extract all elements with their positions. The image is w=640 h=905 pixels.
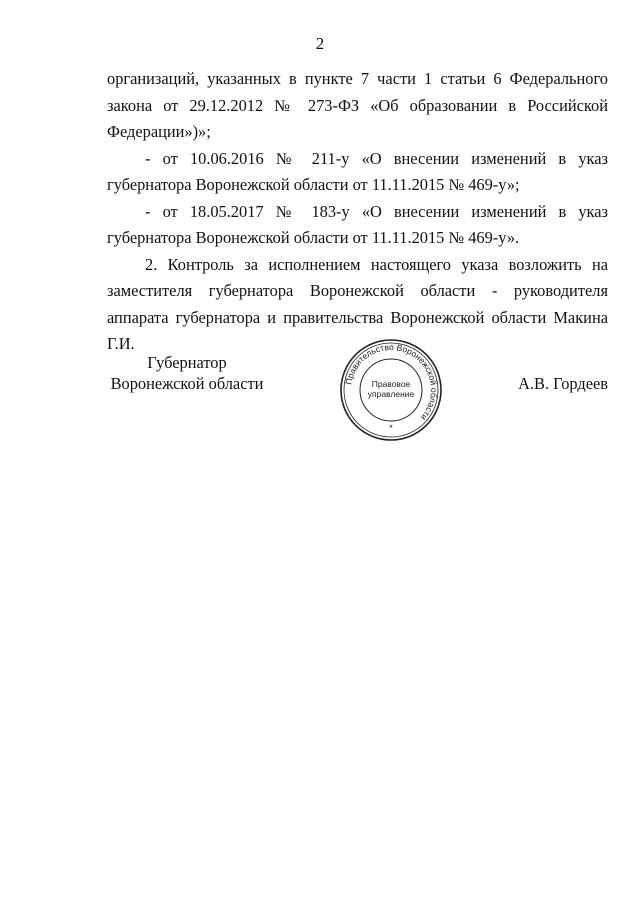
page-number: 2 — [315, 34, 325, 53]
stamp-center-line1: Правовое — [371, 379, 411, 389]
signatory-title-line2: Воронежской области — [110, 374, 264, 393]
signatory-name: А.В. Гордеев — [518, 374, 608, 393]
paragraph-continuation: организаций, указанных в пункте 7 части 1 статьи 6 Федерального закона от 29.12.2012 № 273-ФЗ «Об образовании в Российской Федерации»)»; — [107, 69, 608, 141]
signatory-title — [107, 352, 267, 394]
official-stamp — [339, 338, 443, 442]
body-text — [107, 66, 608, 358]
stamp-center-line2: управление — [367, 389, 415, 399]
signatory-title-line1: Губернатор — [147, 353, 227, 372]
paragraph-item-2016: - от 10.06.2016 № 211-у «О внесении изменений в указ губернатора Воронежской области от 11.11.2015 № 469-у»; — [107, 148, 608, 194]
paragraph-control-clause: 2. Контроль за исполнением настоящего указа возложить на заместителя губернатора Воронежской области - руководителя аппарата губернатора и правительства Воронежской области Макина Г.И. — [107, 254, 608, 353]
stamp-star: * — [389, 423, 393, 433]
stamp-ring-text: Правительство Воронежской области — [343, 341, 440, 423]
paragraph-item-2017: - от 18.05.2017 № 183-у «О внесении изменений в указ губернатора Воронежской области от 11.11.2015 № 469-у». — [107, 201, 608, 247]
